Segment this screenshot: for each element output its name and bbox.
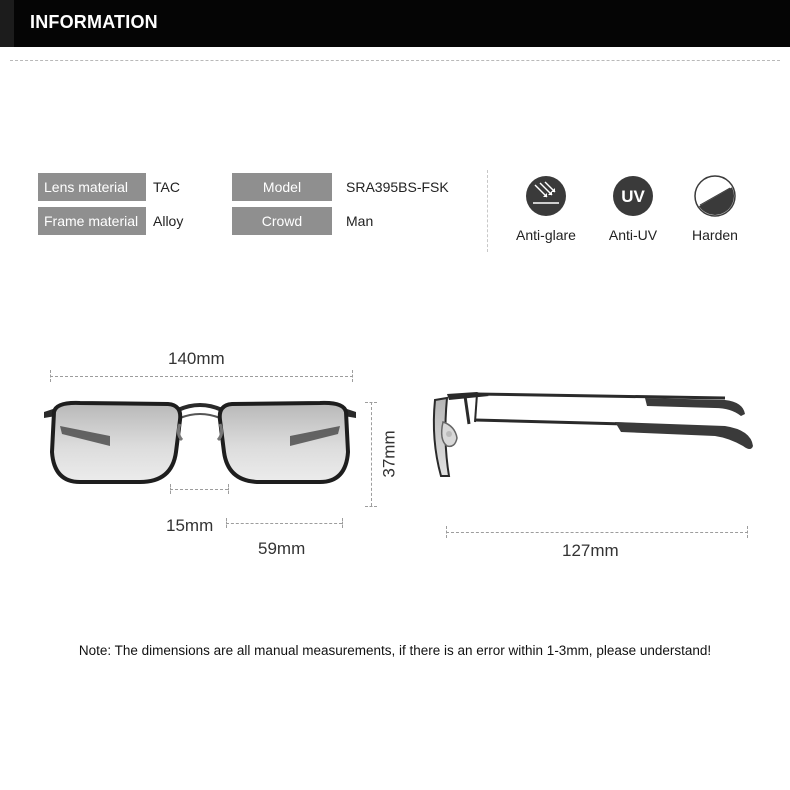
- lens-height-label: 37mm: [379, 430, 399, 478]
- total-width-guide: [50, 376, 353, 377]
- harden-label: Harden: [692, 227, 738, 243]
- lens-width-tick-left: [226, 518, 227, 528]
- header-bar: [0, 0, 790, 47]
- uv-badge-text: UV: [621, 187, 645, 206]
- temple-length-tick-left: [446, 526, 447, 538]
- bridge-tick-left: [170, 484, 171, 494]
- side-view-glasses: [425, 380, 760, 480]
- harden-icon: [694, 175, 736, 217]
- total-width-tick-right: [352, 370, 353, 382]
- anti-glare-label: Anti-glare: [516, 227, 576, 243]
- anti-uv-label: Anti-UV: [608, 227, 658, 243]
- front-view-glasses: [40, 390, 360, 490]
- bridge-label: 15mm: [166, 516, 214, 535]
- temple-length-tick-right: [747, 526, 748, 538]
- feature-anti-uv: [593, 175, 673, 243]
- feature-anti-glare: [506, 175, 586, 243]
- anti-glare-icon: [525, 175, 567, 217]
- lens-width-label: 59mm: [258, 539, 306, 558]
- header-accent: [0, 0, 14, 47]
- model-label: Model: [232, 173, 332, 201]
- lens-height-tick-bottom: [365, 506, 377, 507]
- temple-length-guide: [446, 532, 748, 533]
- measurement-note: Note: The dimensions are all manual measurements, if there is an error within 1-3mm, please understand!: [78, 643, 712, 658]
- total-width-tick-left: [50, 370, 51, 382]
- lens-width-guide: [226, 523, 342, 524]
- frame-material-label: Frame material: [38, 207, 146, 235]
- crowd-label: Crowd: [232, 207, 332, 235]
- lens-height-guide: [371, 402, 372, 506]
- lens-width-tick-right: [342, 518, 343, 528]
- bridge-tick-right: [228, 484, 229, 494]
- uv-icon: [612, 175, 654, 217]
- lens-height-tick-top: [365, 402, 377, 403]
- lens-material-value: TAC: [153, 179, 180, 195]
- total-width-label: 140mm: [168, 349, 225, 368]
- feature-harden: [675, 175, 755, 243]
- page-title: INFORMATION: [30, 12, 158, 32]
- spec-separator: [487, 170, 488, 252]
- crowd-value: Man: [346, 213, 374, 229]
- temple-length-label: 127mm: [562, 541, 619, 560]
- bridge-guide: [170, 489, 228, 490]
- lens-material-label: Lens material: [38, 173, 146, 201]
- model-value: SRA395BS-FSK: [346, 179, 449, 195]
- frame-material-value: Alloy: [153, 213, 184, 229]
- divider: [10, 60, 780, 61]
